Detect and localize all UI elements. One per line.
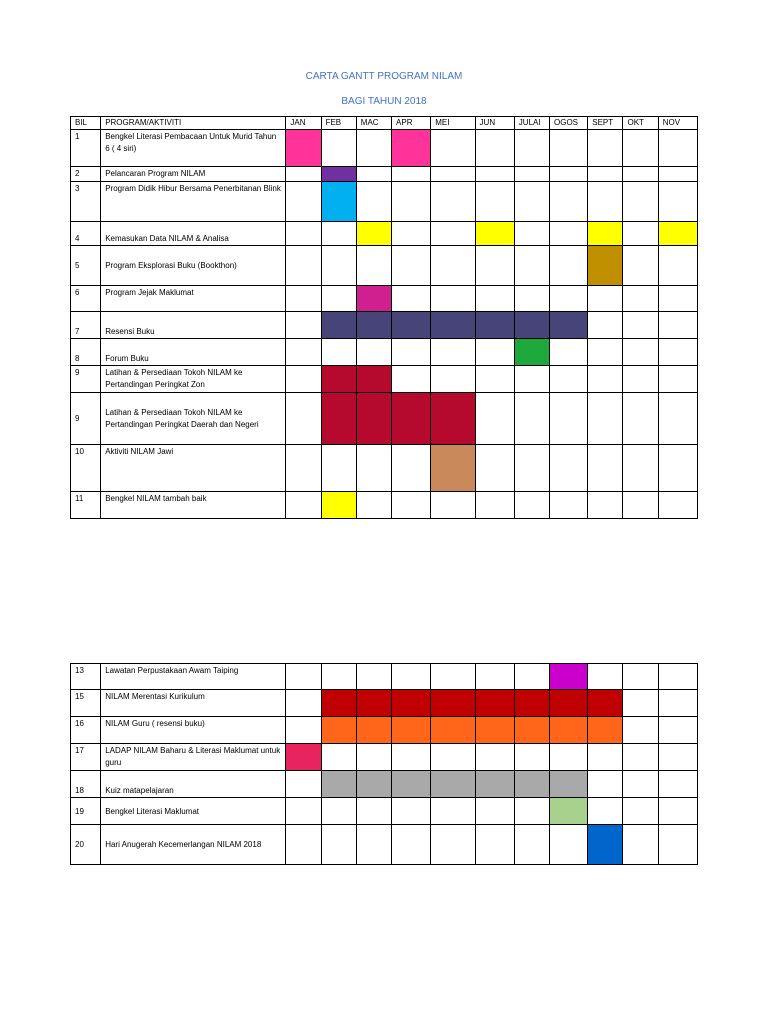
gantt-cell-okt [623, 366, 658, 393]
gantt-cell-julai [514, 492, 549, 519]
gantt-cell-apr [392, 366, 431, 393]
row-bil: 1 [71, 130, 101, 167]
gantt-cell-okt [623, 182, 658, 222]
gantt-cell-okt [623, 339, 658, 366]
table-row [71, 222, 698, 246]
gantt-cell-okt [623, 717, 658, 744]
row-activity: NILAM Guru ( resensi buku) [101, 717, 286, 744]
gantt-cell-mei [431, 492, 475, 519]
gantt-cell-okt [623, 246, 658, 286]
gantt-cell-jan [286, 492, 321, 519]
gantt-cell-mei [431, 339, 475, 366]
gantt-cell-okt [623, 130, 658, 167]
gantt-cell-apr [392, 744, 431, 771]
gantt-bar-jun [475, 771, 514, 798]
gantt-bar-mei [431, 717, 475, 744]
gantt-cell-ogos [550, 366, 588, 393]
gantt-cell-julai [514, 445, 549, 492]
gantt-cell-mac [356, 167, 391, 182]
header-month-mei: MEI [431, 117, 475, 130]
gantt-bar-feb [321, 717, 356, 744]
gantt-cell-sept [588, 445, 623, 492]
gantt-cell-feb [321, 286, 356, 312]
gantt-table-1 [70, 116, 698, 519]
gantt-bar-mac [356, 366, 391, 393]
gantt-cell-ogos [550, 130, 588, 167]
row-activity: Forum Buku [101, 339, 286, 366]
gantt-bar-ogos [550, 664, 588, 690]
gantt-cell-nov [658, 771, 697, 798]
gantt-bar-feb [321, 690, 356, 717]
gantt-bar-julai [514, 339, 549, 366]
gantt-cell-jan [286, 366, 321, 393]
gantt-cell-nov [658, 312, 697, 339]
gantt-bar-jun [475, 717, 514, 744]
gantt-bar-jun [475, 222, 514, 246]
gantt-cell-nov [658, 798, 697, 825]
header-month-mac: MAC [356, 117, 391, 130]
row-bil: 4 [71, 222, 101, 246]
gantt-bar-feb [321, 366, 356, 393]
gantt-cell-feb [321, 798, 356, 825]
table-row [71, 771, 698, 798]
gantt-cell-mei [431, 664, 475, 690]
gantt-cell-okt [623, 393, 658, 445]
gantt-bar-ogos [550, 798, 588, 825]
gantt-cell-jan [286, 312, 321, 339]
gantt-bar-julai [514, 690, 549, 717]
gantt-cell-apr [392, 664, 431, 690]
gantt-cell-sept [588, 771, 623, 798]
gantt-cell-mac [356, 825, 391, 865]
header-month-apr: APR [392, 117, 431, 130]
gantt-bar-feb [321, 771, 356, 798]
gantt-bar-julai [514, 717, 549, 744]
gantt-cell-jan [286, 339, 321, 366]
gantt-cell-jun [475, 492, 514, 519]
header-month-nov: NOV [658, 117, 697, 130]
gantt-cell-ogos [550, 286, 588, 312]
gantt-cell-julai [514, 182, 549, 222]
gantt-bar-mac [356, 771, 391, 798]
row-activity: Latihan & Persediaan Tokoh NILAM ke Pertandingan Peringkat Zon [101, 366, 286, 393]
gantt-cell-nov [658, 130, 697, 167]
gantt-cell-mac [356, 339, 391, 366]
gantt-cell-mac [356, 130, 391, 167]
gantt-bar-sept [588, 717, 623, 744]
gantt-cell-jan [286, 222, 321, 246]
gantt-cell-feb [321, 222, 356, 246]
gantt-cell-ogos [550, 825, 588, 865]
gantt-cell-feb [321, 825, 356, 865]
table-row [71, 492, 698, 519]
gantt-cell-jun [475, 167, 514, 182]
gantt-cell-ogos [550, 492, 588, 519]
gantt-cell-okt [623, 798, 658, 825]
gantt-cell-okt [623, 690, 658, 717]
gantt-bar-feb [321, 312, 356, 339]
gantt-cell-jun [475, 246, 514, 286]
row-bil: 19 [71, 798, 101, 825]
row-bil: 6 [71, 286, 101, 312]
gantt-cell-jan [286, 690, 321, 717]
gantt-cell-julai [514, 366, 549, 393]
gantt-cell-apr [392, 167, 431, 182]
gantt-bar-ogos [550, 690, 588, 717]
gantt-cell-mac [356, 664, 391, 690]
gantt-bar-mac [356, 393, 391, 445]
gantt-cell-jan [286, 798, 321, 825]
gantt-bar-feb [321, 182, 356, 222]
gantt-cell-jan [286, 664, 321, 690]
table-row [71, 744, 698, 771]
gantt-bar-mac [356, 690, 391, 717]
row-bil: 13 [71, 664, 101, 690]
gantt-cell-nov [658, 492, 697, 519]
gantt-bar-mei [431, 690, 475, 717]
gantt-cell-ogos [550, 246, 588, 286]
gantt-cell-jun [475, 445, 514, 492]
gantt-cell-apr [392, 339, 431, 366]
gantt-cell-mei [431, 182, 475, 222]
gantt-cell-mac [356, 182, 391, 222]
gantt-cell-mac [356, 492, 391, 519]
table-row [71, 393, 698, 445]
gantt-bar-mei [431, 393, 475, 445]
gantt-cell-jan [286, 717, 321, 744]
gantt-bar-julai [514, 771, 549, 798]
gantt-cell-apr [392, 798, 431, 825]
gantt-cell-nov [658, 366, 697, 393]
gantt-cell-apr [392, 492, 431, 519]
gantt-bar-mei [431, 771, 475, 798]
gantt-bar-mac [356, 717, 391, 744]
gantt-cell-sept [588, 167, 623, 182]
gantt-cell-feb [321, 744, 356, 771]
gantt-bar-apr [392, 771, 431, 798]
gantt-bar-apr [392, 312, 431, 339]
table-row [71, 825, 698, 865]
gantt-cell-mei [431, 246, 475, 286]
gantt-cell-sept [588, 339, 623, 366]
gantt-cell-julai [514, 222, 549, 246]
gantt-cell-sept [588, 312, 623, 339]
gantt-cell-apr [392, 445, 431, 492]
gantt-cell-okt [623, 445, 658, 492]
gantt-cell-jun [475, 798, 514, 825]
row-activity: Aktiviti NILAM Jawi [101, 445, 286, 492]
gantt-cell-mei [431, 744, 475, 771]
gantt-cell-ogos [550, 744, 588, 771]
gantt-bar-jan [286, 130, 321, 167]
gantt-bar-apr [392, 690, 431, 717]
gantt-cell-julai [514, 246, 549, 286]
gantt-cell-nov [658, 167, 697, 182]
gantt-cell-apr [392, 286, 431, 312]
gantt-cell-julai [514, 167, 549, 182]
gantt-bar-feb [321, 167, 356, 182]
gantt-cell-nov [658, 664, 697, 690]
gantt-bar-apr [392, 393, 431, 445]
table-row [71, 130, 698, 167]
gantt-bar-jan [286, 744, 321, 771]
gantt-cell-okt [623, 664, 658, 690]
gantt-cell-mei [431, 798, 475, 825]
gantt-cell-julai [514, 393, 549, 445]
gantt-bar-mac [356, 312, 391, 339]
chart-subtitle: BAGI TAHUN 2018 [341, 96, 427, 107]
gantt-cell-ogos [550, 182, 588, 222]
gantt-cell-sept [588, 492, 623, 519]
table-row [71, 312, 698, 339]
gantt-cell-feb [321, 664, 356, 690]
gantt-bar-apr [392, 130, 431, 167]
row-activity: Resensi Buku [101, 312, 286, 339]
gantt-cell-jun [475, 182, 514, 222]
gantt-bar-sept [588, 246, 623, 286]
row-activity: Bengkel NILAM tambah baik [101, 492, 286, 519]
gantt-bar-apr [392, 717, 431, 744]
gantt-cell-mac [356, 246, 391, 286]
row-activity: Kuiz matapelajaran [101, 771, 286, 798]
gantt-cell-sept [588, 182, 623, 222]
header-month-julai: JULAI [514, 117, 549, 130]
row-bil: 2 [71, 167, 101, 182]
header-month-feb: FEB [321, 117, 356, 130]
header-month-jan: JAN [286, 117, 321, 130]
row-activity: Latihan & Persediaan Tokoh NILAM ke Pertandingan Peringkat Daerah dan Negeri [101, 393, 286, 445]
gantt-bar-mei [431, 312, 475, 339]
gantt-cell-feb [321, 130, 356, 167]
gantt-bar-julai [514, 312, 549, 339]
gantt-cell-nov [658, 246, 697, 286]
header-row [71, 117, 698, 130]
gantt-cell-jan [286, 246, 321, 286]
gantt-cell-okt [623, 825, 658, 865]
gantt-cell-julai [514, 664, 549, 690]
gantt-cell-jun [475, 393, 514, 445]
table-row [71, 286, 698, 312]
gantt-cell-mac [356, 798, 391, 825]
table-row [71, 366, 698, 393]
gantt-cell-apr [392, 246, 431, 286]
gantt-cell-jun [475, 366, 514, 393]
gantt-cell-mei [431, 825, 475, 865]
gantt-bar-jun [475, 312, 514, 339]
gantt-cell-sept [588, 286, 623, 312]
gantt-cell-mei [431, 366, 475, 393]
gantt-bar-ogos [550, 312, 588, 339]
gantt-cell-nov [658, 744, 697, 771]
table-row [71, 182, 698, 222]
gantt-cell-ogos [550, 167, 588, 182]
gantt-bar-sept [588, 222, 623, 246]
gantt-bar-feb [321, 492, 356, 519]
gantt-cell-jun [475, 744, 514, 771]
row-activity: Pelancaran Program NILAM [101, 167, 286, 182]
gantt-cell-nov [658, 717, 697, 744]
gantt-bar-feb [321, 393, 356, 445]
gantt-cell-jun [475, 339, 514, 366]
gantt-cell-mac [356, 445, 391, 492]
gantt-bar-sept [588, 825, 623, 865]
gantt-bar-sept [588, 690, 623, 717]
gantt-cell-nov [658, 445, 697, 492]
row-activity: NILAM Merentasi Kurikulum [101, 690, 286, 717]
table-row [71, 339, 698, 366]
gantt-cell-ogos [550, 393, 588, 445]
gantt-cell-julai [514, 286, 549, 312]
gantt-cell-ogos [550, 339, 588, 366]
gantt-bar-mac [356, 286, 391, 312]
gantt-cell-feb [321, 339, 356, 366]
gantt-cell-jan [286, 182, 321, 222]
gantt-bar-ogos [550, 771, 588, 798]
gantt-cell-julai [514, 798, 549, 825]
gantt-cell-mac [356, 744, 391, 771]
gantt-cell-okt [623, 222, 658, 246]
row-bil: 16 [71, 717, 101, 744]
header-program: PROGRAM/AKTIVITI [101, 117, 286, 130]
gantt-cell-okt [623, 771, 658, 798]
gantt-bar-mac [356, 222, 391, 246]
row-bil: 5 [71, 246, 101, 286]
gantt-cell-okt [623, 312, 658, 339]
gantt-cell-mei [431, 222, 475, 246]
gantt-cell-okt [623, 744, 658, 771]
gantt-cell-apr [392, 182, 431, 222]
gantt-cell-mei [431, 130, 475, 167]
gantt-cell-mei [431, 286, 475, 312]
table-row [71, 445, 698, 492]
row-activity: Hari Anugerah Kecemerlangan NILAM 2018 [101, 825, 286, 865]
table-row [71, 690, 698, 717]
gantt-cell-julai [514, 130, 549, 167]
row-activity: Bengkel Literasi Maklumat [101, 798, 286, 825]
gantt-cell-sept [588, 130, 623, 167]
gantt-cell-nov [658, 286, 697, 312]
gantt-cell-feb [321, 246, 356, 286]
header-month-jun: JUN [475, 117, 514, 130]
row-activity: Kemasukan Data NILAM & Analisa [101, 222, 286, 246]
gantt-cell-jun [475, 825, 514, 865]
gantt-cell-julai [514, 825, 549, 865]
row-bil: 7 [71, 312, 101, 339]
row-activity: Program Didik Hibur Bersama Penerbitanan Blink [101, 182, 286, 222]
gantt-cell-jan [286, 286, 321, 312]
gantt-cell-ogos [550, 222, 588, 246]
gantt-cell-ogos [550, 445, 588, 492]
gantt-cell-feb [321, 445, 356, 492]
header-month-ogos: OGOS [550, 117, 588, 130]
row-bil: 8 [71, 339, 101, 366]
gantt-table-2 [70, 663, 698, 865]
row-bil: 15 [71, 690, 101, 717]
gantt-cell-mei [431, 167, 475, 182]
row-bil: 3 [71, 182, 101, 222]
header-bil: BIL [71, 117, 101, 130]
gantt-cell-okt [623, 286, 658, 312]
row-bil: 10 [71, 445, 101, 492]
header-month-sept: SEPT [588, 117, 623, 130]
gantt-cell-sept [588, 664, 623, 690]
gantt-cell-apr [392, 222, 431, 246]
chart-title: CARTA GANTT PROGRAM NILAM [305, 71, 463, 82]
row-activity: Lawatan Perpustakaan Awam Taiping [101, 664, 286, 690]
gantt-bar-mei [431, 445, 475, 492]
gantt-cell-sept [588, 393, 623, 445]
gantt-cell-julai [514, 744, 549, 771]
gantt-cell-apr [392, 825, 431, 865]
gantt-cell-nov [658, 339, 697, 366]
row-bil: 9 [71, 393, 101, 445]
gantt-cell-nov [658, 690, 697, 717]
gantt-cell-jan [286, 393, 321, 445]
gantt-cell-jun [475, 664, 514, 690]
gantt-cell-okt [623, 492, 658, 519]
gantt-cell-jun [475, 286, 514, 312]
gantt-cell-jan [286, 167, 321, 182]
gantt-cell-jan [286, 825, 321, 865]
header-month-okt: OKT [623, 117, 658, 130]
gantt-cell-sept [588, 366, 623, 393]
gantt-bar-nov [658, 222, 697, 246]
gantt-cell-sept [588, 798, 623, 825]
gantt-bar-ogos [550, 717, 588, 744]
gantt-cell-nov [658, 393, 697, 445]
table-row [71, 798, 698, 825]
table-row [71, 717, 698, 744]
table-row [71, 167, 698, 182]
gantt-cell-jan [286, 771, 321, 798]
gantt-cell-okt [623, 167, 658, 182]
row-activity: LADAP NILAM Baharu & Literasi Maklumat untuk guru [101, 744, 286, 771]
gantt-cell-jan [286, 445, 321, 492]
row-activity: Program Eksplorasi Buku (Bookthon) [101, 246, 286, 286]
row-bil: 20 [71, 825, 101, 865]
gantt-bar-jun [475, 690, 514, 717]
row-bil: 9 [71, 366, 101, 393]
row-bil: 11 [71, 492, 101, 519]
gantt-cell-nov [658, 182, 697, 222]
gantt-cell-nov [658, 825, 697, 865]
row-activity: Program Jejak Maklumat [101, 286, 286, 312]
row-bil: 18 [71, 771, 101, 798]
table-row [71, 246, 698, 286]
gantt-cell-sept [588, 744, 623, 771]
row-activity: Bengkel Literasi Pembacaan Untuk Murid Tahun 6 ( 4 siri) [101, 130, 286, 167]
row-bil: 17 [71, 744, 101, 771]
gantt-cell-jun [475, 130, 514, 167]
table-row [71, 664, 698, 690]
